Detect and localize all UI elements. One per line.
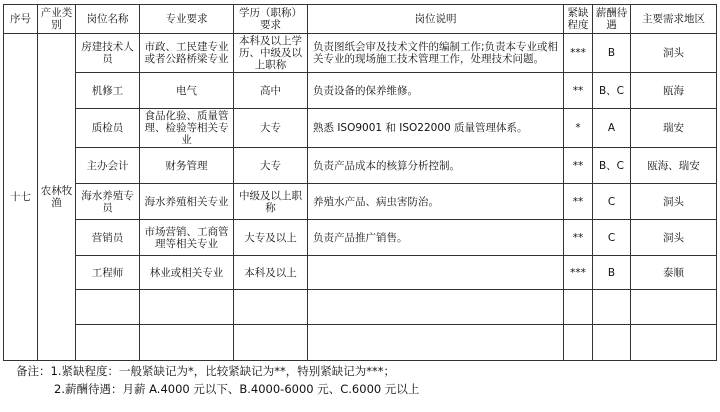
cell-description: [308, 256, 564, 290]
header-salary: 薪酬待遇: [593, 5, 631, 34]
cell-education: 中级及以上职称: [234, 184, 308, 220]
cell-position: 营销员: [76, 220, 140, 256]
header-region: 主要需求地区: [631, 5, 717, 34]
cell-salary: A: [593, 109, 631, 148]
cell-shortage: **: [564, 184, 593, 220]
header-position: 岗位名称: [76, 5, 140, 34]
cell-education: 本科及以上: [234, 256, 308, 290]
cell-major: 食品化验、质量管理、检验等相关专业: [140, 109, 234, 148]
cell-position: 房建技术人员: [76, 34, 140, 73]
cell-description: 熟悉 ISO9001 和 ISO22000 质量管理体系。: [308, 109, 564, 148]
cell-description: 负责设备的保养维修。: [308, 73, 564, 109]
cell-position: 机修工: [76, 73, 140, 109]
empty-cell: [308, 325, 564, 361]
cell-shortage: ***: [564, 256, 593, 290]
cell-shortage: **: [564, 73, 593, 109]
header-education: 学历（职称）要求: [234, 5, 308, 34]
empty-cell: [631, 325, 717, 361]
cell-salary: B: [593, 34, 631, 73]
header-description: 岗位说明: [308, 5, 564, 34]
table-row: [4, 34, 717, 73]
cell-shortage: **: [564, 148, 593, 184]
cell-region: 洞头: [631, 220, 717, 256]
cell-salary: B、C: [593, 73, 631, 109]
empty-row: [4, 325, 717, 361]
empty-cell: [308, 290, 564, 325]
empty-cell: [140, 290, 234, 325]
empty-row: [4, 290, 717, 325]
cell-description: 负责图纸会审及技术文件的编制工作;负责本专业或相关专业的现场施工技术管理工作，处理技术问题。: [308, 34, 564, 73]
cell-major: 财务管理: [140, 148, 234, 184]
cell-salary: B: [593, 256, 631, 290]
cell-region: 瑞安: [631, 109, 717, 148]
positions-table: [3, 4, 717, 361]
empty-cell: [234, 290, 308, 325]
group-category: 农林牧渔: [38, 34, 76, 361]
table-row: [4, 220, 717, 256]
cell-major: 电气: [140, 73, 234, 109]
cell-major: 市政、工民建专业或者公路桥梁专业: [140, 34, 234, 73]
cell-education: 大专: [234, 148, 308, 184]
header-major: 专业要求: [140, 5, 234, 34]
empty-cell: [631, 290, 717, 325]
cell-region: 瓯海、瑞安: [631, 148, 717, 184]
empty-cell: [76, 290, 140, 325]
table-row: [4, 148, 717, 184]
cell-major: 林业或相关专业: [140, 256, 234, 290]
cell-shortage: **: [564, 220, 593, 256]
cell-salary: B、C: [593, 148, 631, 184]
cell-position: 主办会计: [76, 148, 140, 184]
empty-cell: [140, 325, 234, 361]
cell-salary: C: [593, 220, 631, 256]
cell-region: 瓯海: [631, 73, 717, 109]
cell-region: 洞头: [631, 184, 717, 220]
empty-cell: [564, 290, 593, 325]
remark-line-2: 2.薪酬待遇：月薪 A.4000 元以下、B.4000-6000 元、C.6000 元以上: [54, 382, 420, 396]
cell-education: 本科及以上学历、中级及以上职称: [234, 34, 308, 73]
cell-education: 大专及以上: [234, 220, 308, 256]
remark-line-1: 备注：1.紧缺程度：一般紧缺记为*，比较紧缺记为**，特别紧缺记为***；: [16, 364, 395, 378]
table-row: [4, 184, 717, 220]
cell-shortage: ***: [564, 34, 593, 73]
cell-region: 洞头: [631, 34, 717, 73]
cell-description: 负责产品推广销售。: [308, 220, 564, 256]
cell-position: 海水养殖专员: [76, 184, 140, 220]
group-seq: 十七: [4, 34, 38, 361]
remarks: [16, 362, 419, 398]
header-seq: 序号: [4, 5, 38, 34]
cell-description: 负责产品成本的核算分析控制。: [308, 148, 564, 184]
cell-shortage: *: [564, 109, 593, 148]
cell-major: 海水养殖相关专业: [140, 184, 234, 220]
table-header-row: [4, 5, 717, 34]
cell-position: 工程师: [76, 256, 140, 290]
empty-cell: [564, 325, 593, 361]
header-shortage: 紧缺程度: [564, 5, 593, 34]
cell-position: 质检员: [76, 109, 140, 148]
header-category: 产业类别: [38, 5, 76, 34]
empty-cell: [593, 325, 631, 361]
empty-cell: [593, 290, 631, 325]
empty-cell: [234, 325, 308, 361]
table-row: [4, 256, 717, 290]
cell-education: 大专: [234, 109, 308, 148]
cell-salary: C: [593, 184, 631, 220]
table-row: [4, 109, 717, 148]
cell-region: 泰顺: [631, 256, 717, 290]
cell-major: 市场营销、工商管理等相关专业: [140, 220, 234, 256]
empty-cell: [76, 325, 140, 361]
table-row: [4, 73, 717, 109]
cell-education: 高中: [234, 73, 308, 109]
cell-description: 养殖水产品、病虫害防治。: [308, 184, 564, 220]
